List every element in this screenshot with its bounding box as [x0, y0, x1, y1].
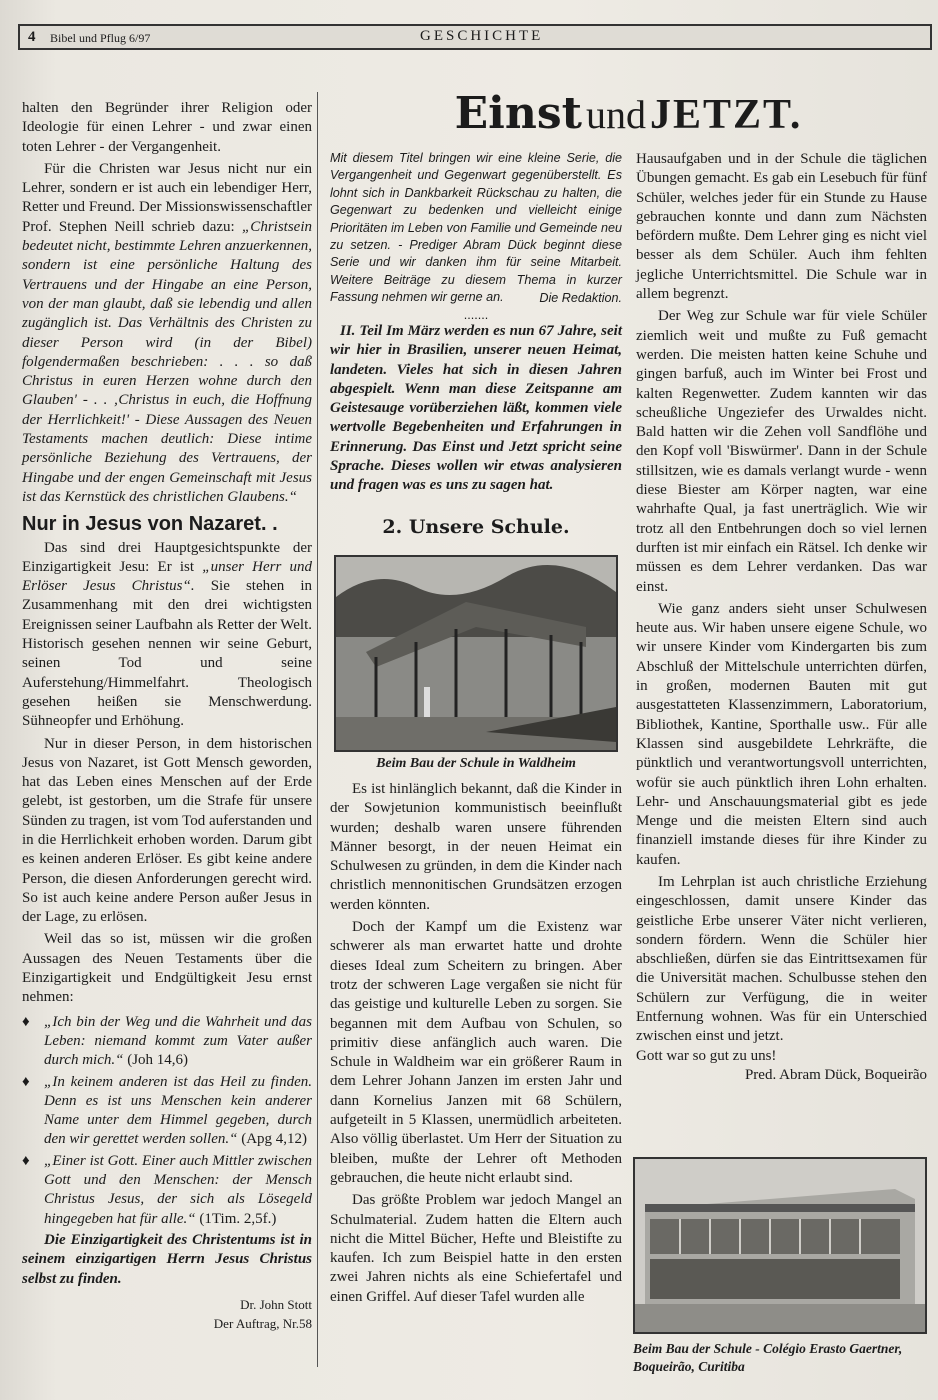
- page-number: 4: [28, 29, 36, 45]
- paragraph: Nur in dieser Person, in dem historischen Jesus von Nazaret, ist Gott Mensch geworden, hat das Leben eines Menschen auf der Erde gelebt, ist gestorben, um die Strafe für unsere Sünden zu tragen, ist vom Tod auferstanden und in die Herrlichkeit erhoben worden. Darum gibt es keinen anderen Erlöser. Es gibt keine andere Person, die diesen Anforderungen gerecht wird. So ist auch keine andere Person außer Jesus in der Lage, zu erlösen.: [22, 735, 312, 926]
- bullet-icon: ♦: [22, 1073, 30, 1090]
- paragraph: Für die Christen war Jesus nicht nur ein Lehrer, sondern er ist auch ein lebendiger Herr, Retter und Freund. Der Missionswissenschaftler Prof. Stephen Neill schrieb dazu: „Christsein bedeutet nicht, bestimmte Lehren anzuerkennen, sondern ist eine persönliche Haltung des Vertrauens und der Hingabe an eine Person, von der man glaubt, daß sie lebendig und allen zugänglich ist. Das Verhältnis des Christen zu dieser Person wird (in der Bibel) folgendermaßen beschrieben: . . . so daß Christus in euren Herzen wohne durch den Glauben' - . . ‚Christus in euch, die Hoffnung der Herrlichkeit!' - Diese Aussagen des Neuen Testaments machen deutlich: Diese intime persönliche Beziehung des Vertrauens, der Hingabe und der engen Gemeinschaft mit Jesus ist das Kernstück des christlichen Glaubens.“: [22, 160, 312, 505]
- section-title: GESCHICHTE: [420, 28, 544, 44]
- title-jetzt: JETZT.: [649, 92, 803, 138]
- bible-quote: ♦ „Einer ist Gott. Einer auch Mittler zwischen Gott und den Menschen: der Mensch Christus Jesus, der sich als Lösegeld hingegeben hat für alle.“ (1Tim. 2,5f.): [22, 1152, 312, 1227]
- part-two-intro: II. Teil Im März werden es nun 67 Jahre, seit wir hier in Brasilien, unserer neuen Heimat, landeten. Vieles hat sich in diesen Jahren abgespielt. Wenn man diese Zeitspanne am Geistesauge vorüberziehen läßt, kommen viele wertvolle Begebenheiten und Erfahrungen in Erinnerung. Das Einst und Jetzt spricht seine Sprache. Dieses wollen wir etwas analysieren und fragen was es uns zu sagen hat.: [330, 323, 622, 494]
- intro-signature: Die Redaktion.: [539, 290, 622, 305]
- paragraph: Das sind drei Hauptgesichtspunkte der Einzigartigkeit Jesu: Er ist „unser Herr und Erlöser Jesus Christus“. Sie stehen in Zusammenhang mit den drei wichtigsten Ereignissen seiner Laufbahn als Retter der Welt. Historisch gesehen nennen wir seine Geburt, seinen Tod und seine Auferstehung/Himmelfahrt. Theologisch gesehen heißen sie Menschwerdung. Sühneopfer und Erhöhung.: [22, 539, 313, 730]
- photo-colegio-erasto-gaertner: [633, 1157, 927, 1334]
- paragraph: Weil das so ist, müssen wir die großen Aussagen des Neuen Testaments über die Einzigartigkeit und Endgültigkeit Jesu ernst nehmen:: [22, 931, 312, 1006]
- photo-image: [635, 1159, 925, 1332]
- bible-quote: ♦ „Ich bin der Weg und die Wahrheit und das Leben: niemand kommt zum Vater außer durch mich.“ (Joh 14,6): [22, 1013, 312, 1069]
- dots: .......: [463, 308, 489, 323]
- author: Dr. John Stott: [240, 1296, 312, 1312]
- photo-waldheim-school: [334, 555, 618, 752]
- title-und: und: [585, 92, 646, 137]
- school-heading: 2. Unsere Schule.: [382, 516, 570, 538]
- photo-image: [336, 557, 616, 750]
- paragraph: Der Weg zur Schule war für viele Schüler ziemlich weit und mußte zu Fuß gemacht werden. Die meisten hatten keine Schuhe und gingen barfuß, auch im Winter bei Frost und kalten Regenwetter. Zudem kannten wir das scheußliche Ungeziefer des Urwaldes nicht. Bald hatten wir die Zehen voll Sandflöhe und den Kopf voll 'Biswürmer'. Dann in der Schule stillsitzen, wie es damals verlangt wurde - wenn diese Biester am Körper nagten, war eine wahrhafte Qual, ja fast unerträglich. Wie wir trotz all den Entbehrungen doch so viel lernen durften ist mir einfach ein Rätsel. Ich denke wir müssen es dem Lehrer verdanken. Das war einst.: [636, 308, 927, 595]
- photo2-caption: Beim Bau der Schule - Colégio Erasto Gaertner, Boqueirão, Curitiba: [633, 1341, 903, 1374]
- photo1-caption: Beim Bau der Schule in Waldheim: [376, 756, 576, 771]
- paragraph: Es ist hinlänglich bekannt, daß die Kinder in der Sowjetunion kommunistisch beeinflußt wurden; deshalb waren unsere führenden Männer besorgt, in der neuen Heimat ein Schulwesen zu gründen, in dem die Kinder nach christlich mennonitischen Grundsätzen erzogen werden könnten.: [330, 781, 622, 913]
- paragraph: Im Lehrplan ist auch christliche Erziehung eingeschlossen, damit unsere Kinder das geistliche Erbe unserer Väter nicht verlieren, sondern fördern. Wenn die Schüler hier abschließen, dürfen sie das Eintrittsexamen für die Universität machen. Schulbusse stehen den Schülern zur Verfügung, die in weiter Entfernung wohnen. Was für ein Unterschied zwischen einst und jetzt.: [636, 873, 927, 1045]
- bible-quote: ♦ „In keinem anderen ist das Heil zu finden. Denn es ist uns Menschen kein anderer Name unter dem Himmel gegeben, durch den wir gerettet werden sollen.“ (Apg 4,12): [22, 1073, 312, 1148]
- closing-line: Gott war so gut zu uns!: [636, 1047, 777, 1064]
- paragraph: halten den Begründer ihrer Religion oder Ideologie für einen Lehrer - und zwar einen toten Lehrer - der Vergangenheit.: [22, 100, 312, 155]
- column-divider: [317, 92, 318, 1367]
- intro-box: [330, 150, 622, 324]
- article-title: [327, 88, 930, 146]
- page-header: [18, 24, 932, 50]
- paragraph: Wie ganz anders sieht unser Schulwesen heute aus. Wir haben unsere eigene Schule, wo wir unsere Kinder vom Kindergarten bis zum Abschluß der Mittelschule unterrichten dürfen, in großen, modernen Bauten mit gut ausgestatteten Klassenzimmern, Laboratorium, Bibliothek, Kantine, Sporthalle usw.. Für alle Klassen sind ausgebildete Lehrkräfte, die pünktlich und verantwortungsvoll unterrichten, wofür sie auch pünktlich ihren Lohn erhalten. Lehr- und Anschauungsmaterial gibt es jede Menge und die meisten Eltern sind auch finanziell imstande dieses für ihre Kinder zu kaufen.: [636, 600, 927, 868]
- conclusion: Die Einzigartigkeit des Christentums ist in seinem einzigartigen Herrn Jesus Christus selbst zu finden.: [22, 1231, 312, 1287]
- paragraph: Doch der Kampf um die Existenz war schwerer als man erwartet hatte und drohte dieses Ideal zum Scheitern zu bringen. Aber trotz der schweren Lage vergaßen sie nicht für das geistige und kulturelle Leben zu sorgen. Sie begannen mit dem Aufbau von Schulen, so primitiv diese anfänglich auch waren. Die Schule in Waldheim war ein größerer Raum in dem Lehrer Johann Janzen im ersten Jahr und dann Kornelius Janzen mit 68 Schülern, aufgeteilt in 5 Klassen, unermüdlich arbeiteten. Also völlig überlastet. Um Herr der Situation zu bleiben, mußte der Lehrer oft Methoden gebrauchen, die heute nicht erlaubt sind.: [330, 919, 622, 1186]
- paragraph: Hausaufgaben und in der Schule die täglichen Übungen gemacht. Es gab ein Lesebuch für fünf Schüler, welches jeder für ein Stunde zu Hause gebrauchen konnte und dann zum Nächsten befördern mußte. Dem Lehrer ging es nicht viel besser als dem Schüler. Auch ihm fehlten jegliche Unterrichtsmittel. Die Schule war in allem begrenzt.: [636, 151, 927, 303]
- bullet-icon: ♦: [22, 1152, 30, 1169]
- middle-column: [330, 780, 622, 1307]
- section-heading: Nur in Jesus von Nazaret. .: [22, 513, 278, 536]
- bullet-icon: ♦: [22, 1013, 30, 1030]
- source: Der Auftrag, Nr.58: [213, 1316, 312, 1332]
- intro-text: Mit diesem Titel bringen wir eine kleine Serie, die Vergangenheit und Gegenwart gegenüberstellt. Es lohnt sich in Dankbarkeit Rückschau zu halten, die Gegenwart zu bedenken und vielleicht einige Prioritäten im Leben von Familie und Gemeinde neu zu setzen. - Prediger Abram Dück beginnt diese Serie und wir danken ihm für seine Mitarbeit. Weitere Beiträge zu diesem Thema in kurzer Fassung nehmen wir gerne an.: [330, 151, 622, 305]
- left-column: [22, 99, 312, 1333]
- right-column: [636, 150, 927, 1085]
- author: Pred. Abram Dück, Boqueirão: [744, 1066, 927, 1083]
- paragraph: Das größte Problem war jedoch Mangel an Schulmaterial. Zudem hatten die Eltern auch nicht die Mittel Bücher, Hefte und Bleistifte zu kaufen. Ich zum Beispiel hatte in den ersten zwei Jahren nichts als eine Schiefertafel und einen Griffel. Auf dieser Tafel wurden alle: [330, 1192, 622, 1305]
- title-einst: Einst: [454, 88, 582, 139]
- publication-name: Bibel und Pflug 6/97: [50, 31, 151, 45]
